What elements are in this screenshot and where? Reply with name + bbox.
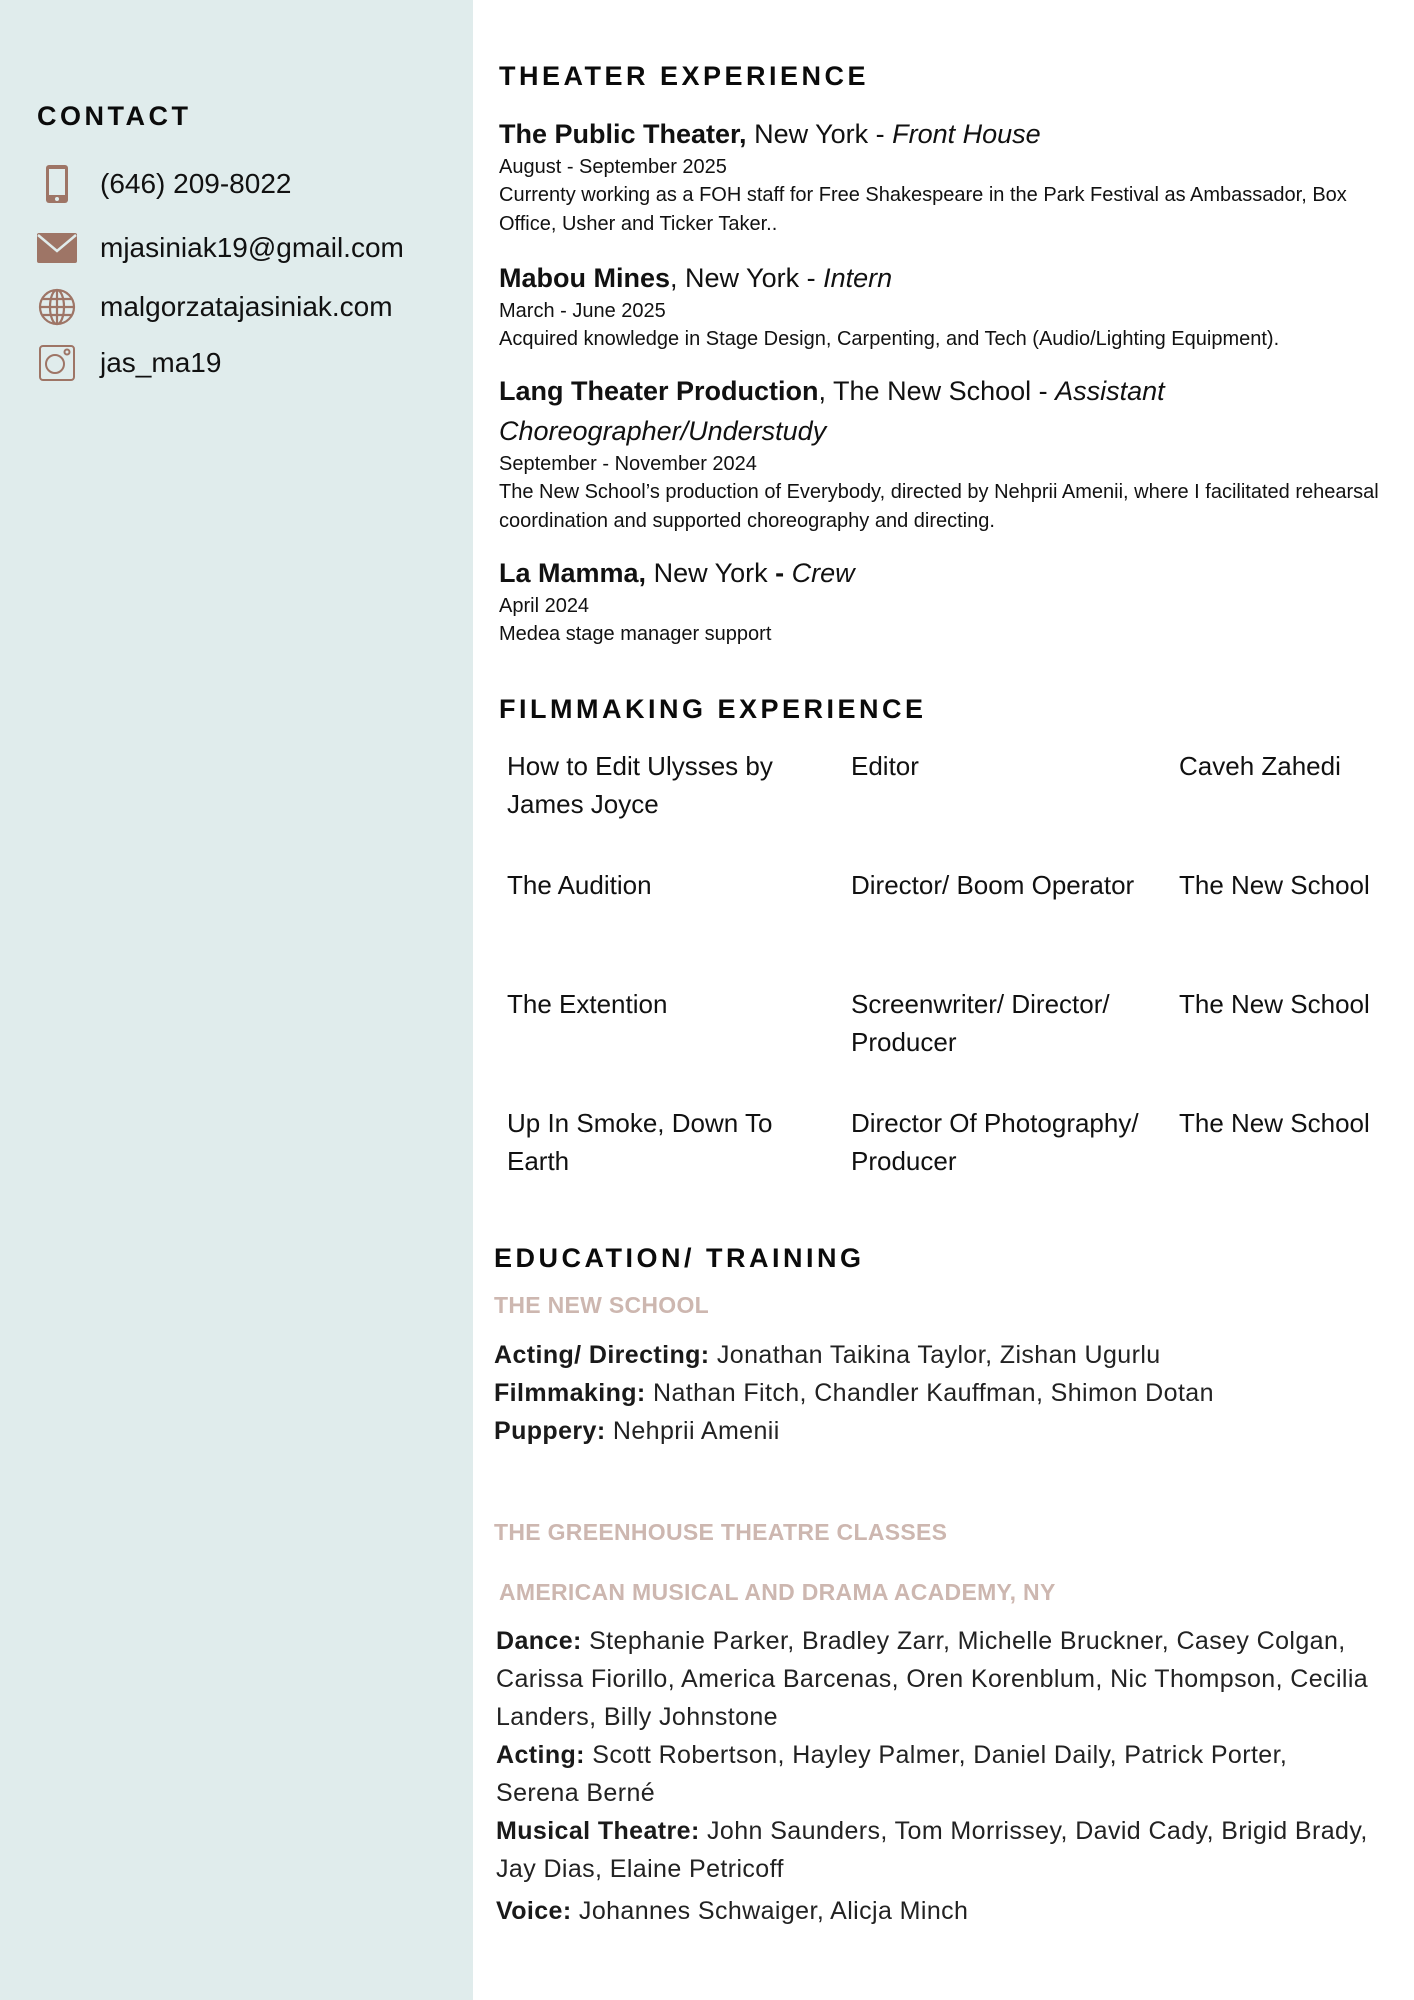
job-location: , New York - [670, 263, 824, 293]
job-title [499, 114, 1399, 154]
training-text: Scott Robertson, Hayley Palmer, Daniel Daily, Patrick Porter, Serena Berné [496, 1741, 1288, 1807]
training-text: Stephanie Parker, Bradley Zarr, Michelle Bruckner, Casey Colgan, Carissa Fiorillo, America Barcenas, Oren Korenblum, Nic Thompson, Cecilia Landers, Billy Johnstone [496, 1627, 1369, 1731]
contact-instagram[interactable] [37, 343, 222, 383]
film-org: Caveh Zahedi [1179, 751, 1341, 781]
training-line [494, 1374, 1214, 1412]
job-date: September - November 2024 [499, 453, 757, 475]
contact-phone[interactable] [37, 164, 292, 204]
education-heading: EDUCATION/ TRAINING [494, 1243, 865, 1273]
job-description: Medea stage manager support [499, 623, 772, 645]
phone-number[interactable]: (646) 209-8022 [100, 168, 292, 199]
training-text: Johannes Schwaiger, Alicja Minch [571, 1897, 969, 1925]
training-line [494, 1336, 1214, 1374]
job-dash: - [775, 558, 792, 588]
contact-email[interactable] [37, 228, 404, 268]
film-role: Director Of Photography/ Producer [851, 1108, 1139, 1176]
film-org: The New School [1179, 989, 1370, 1019]
job-date: March - June 2025 [499, 300, 666, 322]
training-label: Voice: [496, 1897, 572, 1925]
job-role: Front House [892, 119, 1041, 149]
training-line [496, 1892, 1376, 1930]
job-date: August - September 2025 [499, 156, 727, 178]
school-details [494, 1336, 1214, 1450]
filmmaking-heading: FILMMAKING EXPERIENCE [499, 694, 927, 724]
film-role: Editor [851, 751, 919, 781]
job-description: The New School’s production of Everybody, directed by Nehprii Amenii, where I facilitated rehearsal coordination and supported choreography and directing. [499, 481, 1379, 532]
film-title: The Audition [507, 870, 652, 900]
training-label: Puppery: [494, 1417, 606, 1445]
job-title [499, 258, 1399, 298]
film-title: How to Edit Ulysses by James Joyce [507, 751, 773, 819]
job-location: , The New School - [818, 376, 1056, 406]
film-org: The New School [1179, 1108, 1370, 1138]
job-description: Acquired knowledge in Stage Design, Carpenting, and Tech (Audio/Lighting Equipment). [499, 328, 1280, 350]
phone-icon [37, 164, 77, 204]
school-details [496, 1622, 1376, 1930]
job-title [499, 553, 1399, 593]
contact-sidebar [0, 0, 473, 2000]
contact-heading: CONTACT [37, 101, 192, 131]
training-text: Nathan Fitch, Chandler Kauffman, Shimon Dotan [645, 1379, 1214, 1407]
school-name: AMERICAN MUSICAL AND DRAMA ACADEMY, NY [499, 1579, 1056, 1605]
job-org: La Mamma, [499, 558, 647, 588]
website-url[interactable]: malgorzatajasiniak.com [100, 291, 393, 322]
job-role: Crew [791, 558, 855, 588]
film-title: The Extention [507, 989, 668, 1019]
film-role: Screenwriter/ Director/ Producer [851, 989, 1110, 1057]
training-line [496, 1812, 1376, 1888]
job-org: Lang Theater Production [499, 376, 819, 406]
film-org: The New School [1179, 870, 1370, 900]
job-date: April 2024 [499, 595, 590, 617]
training-label: Acting/ Directing: [494, 1341, 710, 1369]
training-line [496, 1736, 1376, 1812]
theater-heading: THEATER EXPERIENCE [499, 61, 870, 91]
job-location: New York [646, 558, 776, 588]
training-label: Acting: [496, 1741, 585, 1769]
theater-job [499, 371, 1379, 536]
job-org: The Public Theater, [499, 119, 747, 149]
film-role: Director/ Boom Operator [851, 870, 1135, 900]
training-text: Jonathan Taikina Taylor, Zishan Ugurlu [709, 1341, 1161, 1369]
contact-website[interactable] [37, 287, 393, 327]
training-text: John Saunders, Tom Morrissey, David Cady, Brigid Brady, Jay Dias, Elaine Petricoff [496, 1817, 1368, 1883]
job-title [499, 371, 1219, 451]
school-name: THE NEW SCHOOL [494, 1292, 710, 1318]
email-address[interactable]: mjasiniak19@gmail.com [100, 232, 404, 263]
training-label: Dance: [496, 1627, 582, 1655]
job-org: Mabou Mines [499, 263, 671, 293]
theater-job [499, 258, 1399, 354]
mail-icon [37, 228, 77, 268]
job-role: Intern [823, 263, 893, 293]
job-role: Assistant Choreographer/Understudy [499, 376, 1165, 446]
job-location: New York - [746, 119, 893, 149]
film-title: Up In Smoke, Down To Earth [507, 1108, 773, 1176]
globe-icon [37, 287, 77, 327]
instagram-handle[interactable]: jas_ma19 [100, 347, 222, 378]
training-text: Nehprii Amenii [605, 1417, 780, 1445]
school-name: THE GREENHOUSE THEATRE CLASSES [494, 1519, 948, 1545]
instagram-icon [37, 343, 77, 383]
training-label: Musical Theatre: [496, 1817, 700, 1845]
job-description: Currenty working as a FOH staff for Free Shakespeare in the Park Festival as Ambassador, Box Office, Usher and Ticker Taker.. [499, 184, 1347, 235]
training-label: Filmmaking: [494, 1379, 646, 1407]
main-content [474, 0, 1414, 2000]
theater-job [499, 114, 1399, 239]
training-line [494, 1412, 1214, 1450]
theater-job [499, 553, 1399, 649]
training-line [496, 1622, 1376, 1736]
